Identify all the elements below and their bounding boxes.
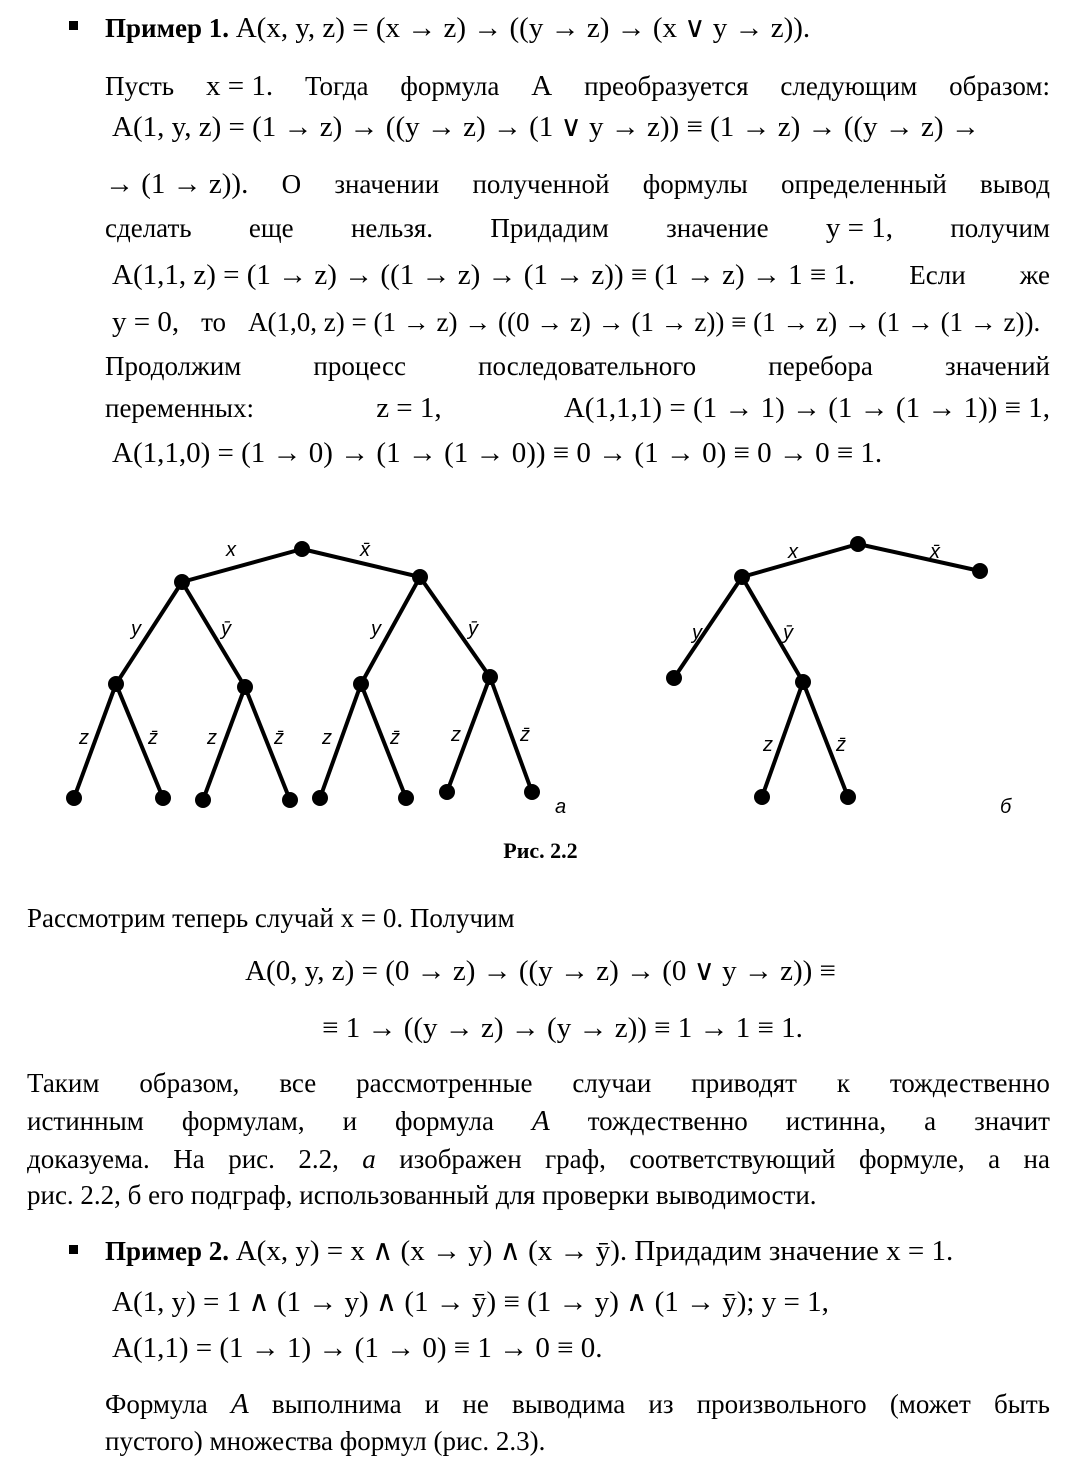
word: и xyxy=(424,1389,440,1419)
example-1-line-5 xyxy=(112,258,1050,292)
edge-label-not-z: z̄ xyxy=(520,724,530,746)
word: доказуема. xyxy=(27,1144,150,1174)
word: а xyxy=(988,1144,1001,1174)
case-x0-eq2: ≡ 1 → ((y → z) → (y → z)) ≡ 1 → 1 ≡ 1. xyxy=(322,1012,803,1044)
word: выполнима xyxy=(271,1389,402,1419)
example-1-heading xyxy=(105,11,810,45)
case-x0-eq1: A(0, y, z) = (0 → z) → ((y → z) → (0 ∨ y → z)) ≡ xyxy=(245,955,836,987)
graph-node xyxy=(734,569,750,585)
edge-label-z: z xyxy=(79,727,89,749)
edge-label-y: y xyxy=(371,618,381,640)
example-2-label: Пример 2. xyxy=(105,1236,229,1266)
example-1-line-3 xyxy=(105,167,1050,201)
word: преобразуется xyxy=(584,71,749,101)
math: A xyxy=(230,1388,249,1420)
graph-node xyxy=(754,789,770,805)
word: рассмотренные xyxy=(356,1068,533,1098)
edge-label-x: x xyxy=(788,541,798,563)
example-2-heading xyxy=(105,1234,953,1268)
edge-label-not-y: ȳ xyxy=(221,618,231,640)
word: полученной xyxy=(472,169,610,199)
graph-node xyxy=(174,574,190,590)
edge-label-z: z xyxy=(207,727,217,749)
word: следующим xyxy=(780,71,918,101)
word: же xyxy=(1019,260,1050,290)
edge-label-not-y: ȳ xyxy=(468,618,478,640)
graph-b-nodes xyxy=(666,536,988,805)
example-2-formula: A(x, y) = x ∧ (x → y) ∧ (x → ȳ). Придадим значение x = 1. xyxy=(235,1235,954,1267)
word: быть xyxy=(993,1389,1050,1419)
case-x0-intro: Рассмотрим теперь случай x = 0. Получим xyxy=(27,903,515,933)
word: не xyxy=(462,1389,489,1419)
math: A(1,1, z) = (1 → z) → ((1 → z) → (1 → z)) ≡ (1 → z) → 1 ≡ 1. xyxy=(112,259,856,291)
example-1-formula: A(x, y, z) = (x → z) → ((y → z) → (x ∨ y → z)). xyxy=(235,12,811,44)
edge-label-not-x: x̄ xyxy=(360,539,370,561)
word: истинным xyxy=(27,1106,144,1136)
word: рис. xyxy=(228,1144,275,1174)
word: выводима xyxy=(512,1389,626,1419)
edge-label-not-y: ȳ xyxy=(783,622,793,644)
graph-node xyxy=(840,789,856,805)
word: переменных: xyxy=(105,393,255,423)
edge-label-not-z: z̄ xyxy=(274,727,284,749)
word: а xyxy=(362,1144,376,1174)
math: A xyxy=(532,1105,550,1137)
word: формулы xyxy=(642,169,748,199)
example-2-final-line-1 xyxy=(105,1387,1050,1421)
edge-label-not-x: x̄ xyxy=(930,541,940,563)
graph-a-edges xyxy=(74,549,532,800)
word: образом: xyxy=(949,71,1050,101)
graph-node xyxy=(237,679,253,695)
word: формула xyxy=(400,71,500,101)
edge-label-y: y xyxy=(692,622,702,644)
word: Придадим xyxy=(490,213,609,243)
word: (может xyxy=(889,1389,971,1419)
word: значении xyxy=(334,169,440,199)
word: изображен xyxy=(399,1144,522,1174)
word: все xyxy=(279,1068,317,1098)
word: граф, xyxy=(545,1144,606,1174)
conclusion-line-2 xyxy=(27,1104,1050,1138)
bullet-example-2 xyxy=(69,1245,78,1254)
example-2-final-line-2: пустого) множества формул (рис. 2.3). xyxy=(105,1426,546,1456)
graph-node xyxy=(155,790,171,806)
panel-label-a: а xyxy=(555,796,567,818)
graph-node xyxy=(108,676,124,692)
word: вывод xyxy=(980,169,1050,199)
word: Пусть xyxy=(105,71,175,101)
word: 2.2, xyxy=(298,1144,339,1174)
word: а xyxy=(924,1106,937,1136)
example-1-label: Пример 1. xyxy=(105,13,229,43)
word: формула xyxy=(395,1106,494,1136)
graph-node xyxy=(666,670,682,686)
word: нельзя. xyxy=(350,213,434,243)
word: На xyxy=(173,1144,205,1174)
graph-node xyxy=(795,674,811,690)
example-2-line-2: A(1, y) = 1 ∧ (1 → y) ∧ (1 → ȳ) ≡ (1 → y) ∧ (1 → ȳ); y = 1, xyxy=(112,1286,829,1318)
word: на xyxy=(1023,1144,1050,1174)
word: О xyxy=(281,169,302,199)
conclusion-line-1 xyxy=(27,1066,1050,1100)
word: и xyxy=(342,1106,358,1136)
word: сделать xyxy=(105,213,192,243)
word: то xyxy=(201,307,227,337)
conclusion-line-4: рис. 2.2, б его подграф, использованный для проверки выводимости. xyxy=(27,1180,817,1210)
graph-node xyxy=(312,790,328,806)
panel-label-b: б xyxy=(1000,796,1012,818)
edge-label-y: y xyxy=(131,618,141,640)
word: Формула xyxy=(105,1389,208,1419)
graph-node xyxy=(282,792,298,808)
word: Продолжим xyxy=(105,351,242,381)
word: Тогда xyxy=(305,71,369,101)
word: приводят xyxy=(691,1068,797,1098)
edge-label-not-z: z̄ xyxy=(836,734,846,756)
math: A(1,0, z) = (1 → z) → ((0 → z) → (1 → z)) ≡ (1 → z) → (1 → (1 → z)). xyxy=(248,307,1041,337)
word: Таким xyxy=(27,1068,100,1098)
math: x = 1. xyxy=(206,70,274,102)
graph-node xyxy=(66,790,82,806)
edge-label-not-z: z̄ xyxy=(390,727,400,749)
math: A xyxy=(531,70,553,102)
word: произвольного xyxy=(696,1389,867,1419)
math: y = 1, xyxy=(825,212,893,244)
word: из xyxy=(648,1389,674,1419)
example-1-line-4 xyxy=(105,211,1050,245)
edge-label-z: z xyxy=(322,727,332,749)
graph-a-nodes xyxy=(66,541,540,808)
word: тождественно xyxy=(587,1106,748,1136)
word: тождественно xyxy=(889,1068,1050,1098)
edge-label-not-z: z̄ xyxy=(148,727,158,749)
figure-caption: Рис. 2.2 xyxy=(503,838,578,863)
edge-label-z: z xyxy=(763,734,773,756)
math: z = 1, xyxy=(376,392,442,424)
math: y = 0, xyxy=(112,306,180,338)
word: перебора xyxy=(768,351,873,381)
word: истинна, xyxy=(785,1106,887,1136)
graph-node xyxy=(972,563,988,579)
figure-2-2-graph xyxy=(0,520,1081,830)
example-1-line-2: A(1, y, z) = (1 → z) → ((y → z) → (1 ∨ y → z)) ≡ (1 → z) → ((y → z) → xyxy=(112,111,980,143)
word: к xyxy=(836,1068,850,1098)
bullet-example-1 xyxy=(69,21,78,30)
word: Если xyxy=(909,260,966,290)
word: процесс xyxy=(313,351,406,381)
graph-node xyxy=(524,784,540,800)
word: значений xyxy=(945,351,1050,381)
word: получим xyxy=(950,213,1050,243)
word: соответствующий xyxy=(629,1144,836,1174)
graph-node xyxy=(398,790,414,806)
graph-node xyxy=(850,536,866,552)
math: → (1 → z)). xyxy=(105,168,249,200)
word: определенный xyxy=(781,169,947,199)
word: случаи xyxy=(572,1068,652,1098)
word: формуле, xyxy=(858,1144,965,1174)
example-1-line-1 xyxy=(105,69,1050,103)
example-2-line-3: A(1,1) = (1 → 1) → (1 → 0) ≡ 1 → 0 ≡ 0. xyxy=(112,1332,603,1364)
graph-b-edges xyxy=(674,544,980,797)
conclusion-line-3 xyxy=(27,1142,1050,1176)
graph-node xyxy=(294,541,310,557)
graph-node xyxy=(195,792,211,808)
graph-node xyxy=(439,784,455,800)
example-1-line-9: A(1,1,0) = (1 → 0) → (1 → (1 → 0)) ≡ 0 → (1 → 0) ≡ 0 → 0 ≡ 1. xyxy=(112,437,883,469)
graph-node xyxy=(482,669,498,685)
word: последовательного xyxy=(478,351,697,381)
example-1-line-8 xyxy=(105,391,1050,425)
edge-label-x: x xyxy=(226,539,236,561)
math: A(1,1,1) = (1 → 1) → (1 → (1 → 1)) ≡ 1, xyxy=(563,392,1050,424)
graph-node xyxy=(412,569,428,585)
example-1-line-6 xyxy=(112,305,1050,339)
word: значит xyxy=(974,1106,1050,1136)
word: значение xyxy=(666,213,769,243)
word: еще xyxy=(248,213,294,243)
example-1-line-7 xyxy=(105,349,1050,383)
word: образом, xyxy=(139,1068,240,1098)
graph-node xyxy=(353,676,369,692)
word: формулам, xyxy=(181,1106,305,1136)
edge-label-z: z xyxy=(451,724,461,746)
